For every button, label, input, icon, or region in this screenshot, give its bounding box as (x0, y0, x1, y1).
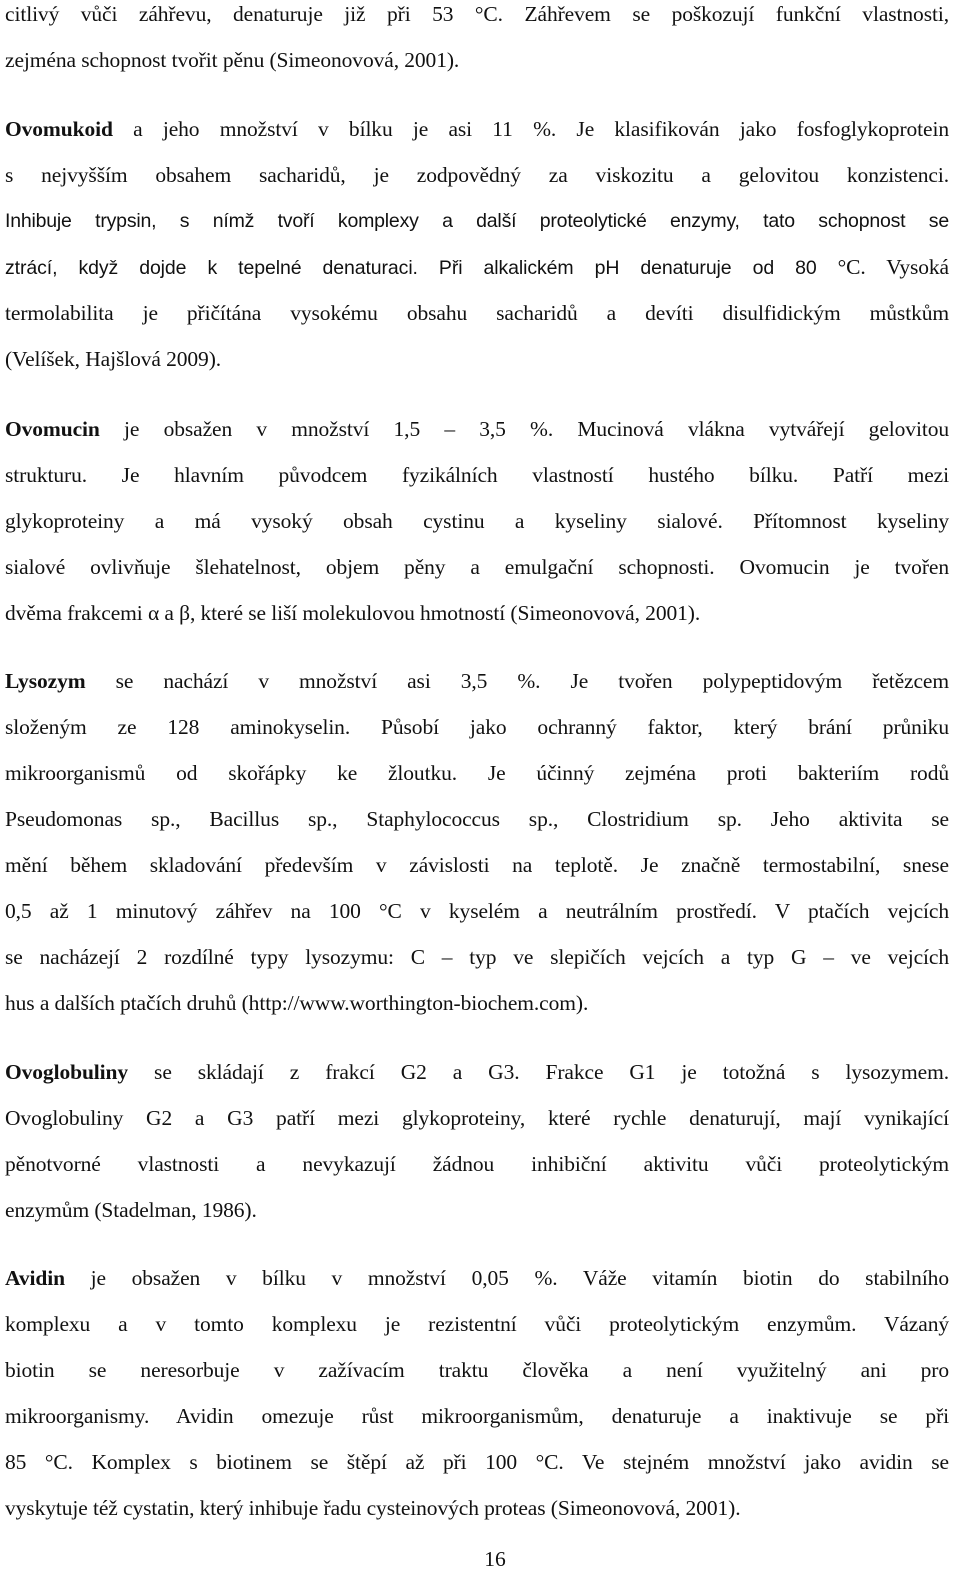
text-line: mění během skladování především v závislosti na teplotě. Je značně termostabilní, snese (5, 853, 949, 877)
page-number: 16 (484, 1547, 506, 1571)
text-line: sialové ovlivňuje šlehatelnost, objem pěny a emulgační schopnosti. Ovomucin je tvořen (5, 555, 949, 579)
text-line: dvěma frakcemi α a β, které se liší molekulovou hmotností (Simeonovová, 2001). (5, 601, 701, 625)
text-line: složeným ze 128 aminokyselin. Působí jako ochranný faktor, který brání průniku (5, 715, 949, 739)
text-line (5, 1058, 949, 1104)
text-fragment: se nachází v množství asi 3,5 %. Je tvořen polypeptidovým řetězcem (85, 669, 949, 693)
text-line: biotin se neresorbuje v zažívacím traktu člověka a není využitelný ani pro (5, 1358, 949, 1382)
text-line: (Velíšek, Hajšlová 2009). (5, 347, 222, 371)
text-line: mikroorganismy. Avidin omezuje růst mikroorganismům, denaturuje a inaktivuje se při (5, 1404, 949, 1428)
paragraph-ovoglobuliny (5, 1058, 949, 1242)
paragraph-ovomukoid (5, 115, 949, 391)
text-line: strukturu. Je hlavním původcem fyzikálních vlastností hustého bílku. Patří mezi (5, 463, 949, 487)
text-line (5, 253, 949, 299)
paragraph-ovomucin (5, 415, 949, 645)
paragraph-avidin (5, 1264, 949, 1540)
text-line: 0,5 až 1 minutový záhřev na 100 °C v kyselém a neutrálním prostředí. V ptačích vejcích (5, 899, 949, 923)
term-avidin: Avidin (5, 1266, 65, 1290)
text-line: citlivý vůči záhřevu, denaturuje již při 53 °C. Záhřevem se poškozují funkční vlastnosti, (5, 2, 949, 26)
text-line: se nacházejí 2 rozdílné typy lysozymu: C – typ ve slepičích vejcích a typ G – ve vejcích (5, 945, 949, 969)
text-line: glykoproteiny a má vysoký obsah cystinu a kyseliny sialové. Přítomnost kyseliny (5, 509, 949, 533)
text-line: Inhibuje trypsin, s nímž tvoří komplexy a další proteolytické enzymy, tato schopnost se (5, 210, 949, 232)
text-line: komplexu a v tomto komplexu je rezistentní vůči proteolytickým enzymům. Vázaný (5, 1312, 949, 1336)
text-line (5, 667, 949, 713)
text-fragment: °C. Vysoká (816, 255, 949, 279)
text-line: zejména schopnost tvořit pěnu (Simeonovová, 2001). (5, 48, 460, 72)
text-fragment: ztrácí, když dojde k tepelné denaturaci. Při alkalickém pH denaturuje od 80 (5, 257, 817, 279)
text-fragment: je obsažen v bílku v množství 0,05 %. Váže vitamín biotin do stabilního (64, 1266, 949, 1290)
term-lysozym: Lysozym (5, 669, 86, 693)
text-line: Ovoglobuliny G2 a G3 patří mezi glykoproteiny, které rychle denaturují, mají vynikající (5, 1106, 949, 1130)
text-fragment: se skládají z frakcí G2 a G3. Frakce G1 je totožná s lysozymem. (128, 1060, 949, 1084)
text-line: pěnotvorné vlastnosti a nevykazují žádnou inhibiční aktivitu vůči proteolytickým (5, 1152, 949, 1176)
text-line: hus a dalších ptačích druhů (http://www.worthington-biochem.com). (5, 991, 589, 1015)
term-ovoglobuliny: Ovoglobuliny (5, 1060, 129, 1084)
term-ovomucin: Ovomucin (5, 417, 100, 441)
text-fragment: a jeho množství v bílku je asi 11 %. Je klasifikován jako fosfoglykoprotein (112, 117, 949, 141)
text-line: vyskytuje též cystatin, který inhibuje řadu cysteinových proteas (Simeonovová, 2001). (5, 1496, 741, 1520)
text-line (5, 1264, 949, 1310)
text-line: enzymům (Stadelman, 1986). (5, 1198, 257, 1222)
paragraph-intro (5, 0, 949, 92)
text-line: Pseudomonas sp., Bacillus sp., Staphylococcus sp., Clostridium sp. Jeho aktivita se (5, 807, 949, 831)
text-line: 85 °C. Komplex s biotinem se štěpí až při 100 °C. Ve stejném množství jako avidin se (5, 1450, 949, 1474)
text-line: termolabilita je přičítána vysokému obsahu sacharidů a devíti disulfidickým můstkům (5, 301, 949, 325)
text-line: s nejvyšším obsahem sacharidů, je zodpovědný za viskozitu a gelovitou konzistenci. (5, 163, 949, 187)
term-ovomukoid: Ovomukoid (5, 117, 113, 141)
text-fragment: je obsažen v množství 1,5 – 3,5 %. Mucinová vlákna vytvářejí gelovitou (99, 417, 949, 441)
paragraph-lysozym (5, 667, 949, 1035)
text-line (5, 115, 949, 161)
text-line (5, 415, 949, 461)
text-line: mikroorganismů od skořápky ke žloutku. Je účinný zejména proti bakteriím rodů (5, 761, 949, 785)
